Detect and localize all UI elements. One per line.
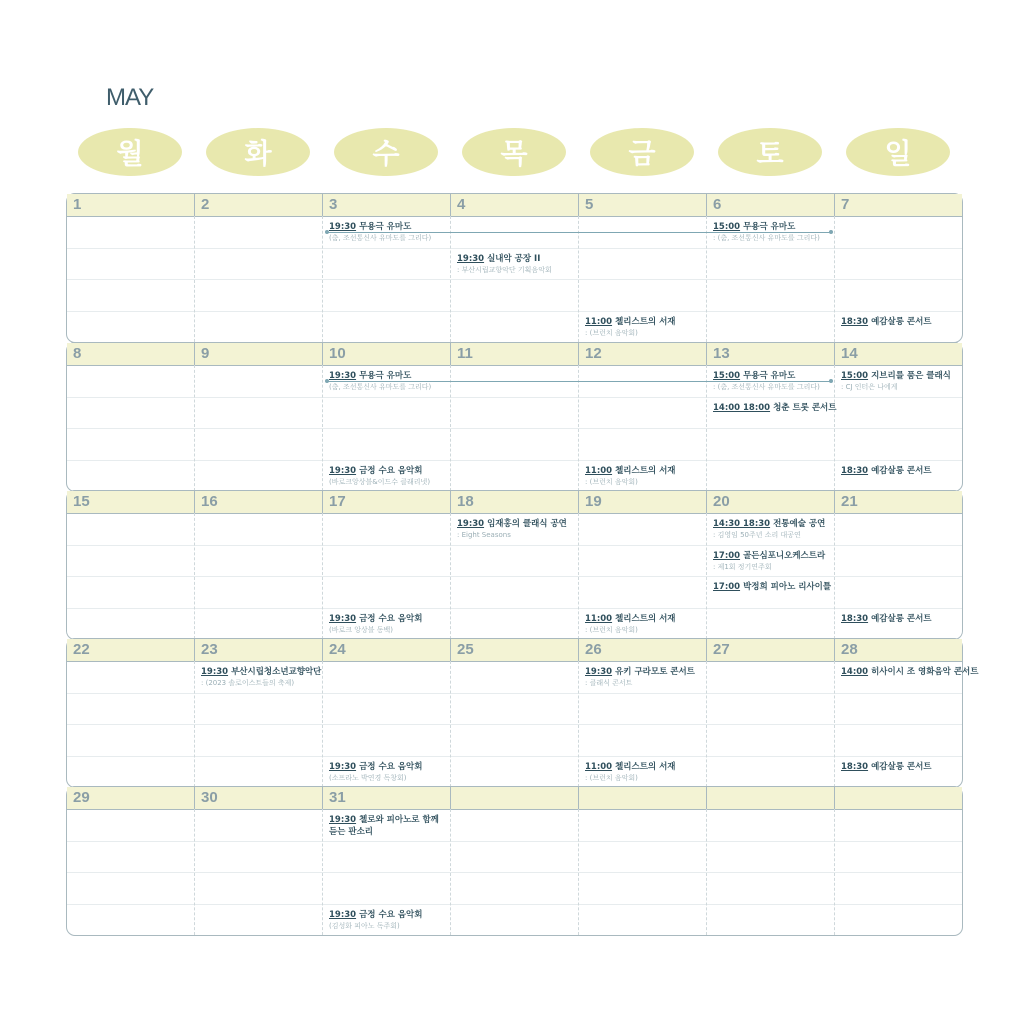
calendar-event[interactable] (713, 581, 831, 593)
event-title: 골든심포니오케스트라 (743, 550, 826, 561)
day-number[interactable]: 9 (201, 345, 210, 362)
event-title: 박정희 피아노 리사이틀 (743, 582, 832, 592)
event-subtitle: : Eight Seasons (457, 531, 511, 539)
event-time: 14:30 18:30 (713, 519, 771, 529)
event-time: 18:30 (841, 761, 869, 772)
calendar-event[interactable] (841, 761, 932, 773)
day-number[interactable]: 3 (329, 196, 338, 213)
calendar-event[interactable] (841, 316, 932, 328)
event-title: 무용극 유마도 (359, 371, 412, 381)
calendar-event[interactable] (841, 465, 932, 477)
weekday-2: 화 (206, 128, 310, 176)
day-number[interactable]: 26 (585, 641, 602, 658)
event-title: 예감살롱 콘서트 (871, 465, 932, 476)
week-row (66, 342, 963, 492)
day-number[interactable]: 6 (713, 196, 722, 213)
event-time: 19:30 (329, 761, 357, 772)
event-time: 18:30 (841, 613, 869, 624)
calendar-event[interactable] (713, 518, 825, 540)
day-number[interactable]: 11 (457, 345, 473, 362)
event-time: 19:30 (329, 371, 357, 381)
day-number[interactable]: 16 (201, 493, 218, 510)
calendar-event[interactable] (713, 402, 836, 414)
event-title: 예감살롱 콘서트 (871, 613, 932, 624)
event-title: 금정 수요 음악회 (359, 761, 423, 772)
event-subtitle: : (2023 솔로이스트들의 축제) (201, 679, 295, 687)
day-number[interactable]: 20 (713, 493, 730, 510)
event-title: 첼리스트의 서재 (615, 761, 676, 772)
week-row (66, 490, 963, 640)
calendar-event[interactable] (329, 909, 422, 931)
event-subtitle: (김성화 피아노 독주회) (329, 921, 400, 930)
event-time: 14:00 (841, 667, 869, 677)
event-time: 19:30 (329, 222, 357, 232)
day-number[interactable]: 28 (841, 641, 858, 658)
event-subtitle: : CJ 인터은 나에게 (841, 383, 898, 391)
event-title: 금정 수요 음악회 (359, 465, 423, 476)
event-title: 무용극 유마도 (743, 371, 796, 381)
event-subtitle: : (브런치 음악회) (585, 625, 638, 634)
event-title: 부산시립청소년교향악단 (231, 667, 322, 677)
weekday-1: 월 (78, 128, 182, 176)
event-time: 19:30 (201, 667, 229, 677)
calendar-event[interactable] (457, 253, 552, 275)
event-subtitle: : 김영임 50주년 소리 대공연 (713, 531, 801, 539)
week-row (66, 638, 979, 788)
event-time: 18:30 (841, 316, 869, 327)
calendar-event[interactable] (585, 465, 676, 487)
day-number[interactable]: 7 (841, 196, 850, 213)
day-number[interactable]: 14 (841, 345, 858, 362)
event-title: 예감살롱 콘서트 (871, 761, 932, 772)
event-subtitle: : (춤, 조선통신사 유마도를 그리다) (713, 234, 820, 242)
event-time: 19:30 (329, 815, 357, 825)
day-number[interactable]: 12 (585, 345, 602, 362)
event-subtitle: (바로크앙상블&이드수 클래리넷) (329, 477, 431, 486)
week-row (66, 193, 963, 343)
event-title: 전통예술 공연 (773, 519, 826, 529)
event-title: 실내악 공장 II (487, 253, 541, 264)
day-number[interactable]: 18 (457, 493, 474, 510)
event-title: 금정 수요 음악회 (359, 909, 423, 920)
event-title: 무용극 유마도 (359, 222, 412, 232)
event-title: 금정 수요 음악회 (359, 613, 423, 624)
event-time: 18:30 (841, 465, 869, 476)
event-subtitle: : (브런치 음악회) (585, 477, 638, 486)
weekday-5: 금 (590, 128, 694, 176)
day-number[interactable]: 21 (841, 493, 858, 510)
calendar-event[interactable] (585, 613, 676, 635)
day-number[interactable]: 2 (201, 196, 210, 213)
calendar-event[interactable] (201, 666, 321, 688)
day-number[interactable]: 25 (457, 641, 474, 658)
event-title: 유키 구라모토 콘서트 (615, 667, 695, 677)
calendar-event[interactable] (841, 666, 978, 678)
day-number[interactable]: 5 (585, 196, 594, 213)
calendar-event[interactable] (585, 666, 695, 688)
day-number[interactable]: 4 (457, 196, 466, 213)
calendar-event[interactable] (585, 316, 676, 338)
day-number[interactable]: 29 (73, 789, 90, 806)
event-subtitle: (바로크 앙상블 동백) (329, 625, 394, 634)
event-title: 첼로와 피아노로 함께 듣는 판소리 (329, 815, 439, 837)
month-title: MAY (106, 84, 154, 111)
event-subtitle: (소프라노 박연경 독창회) (329, 773, 407, 782)
day-number[interactable]: 30 (201, 789, 218, 806)
day-number[interactable]: 8 (73, 345, 82, 362)
weekday-7: 일 (846, 128, 950, 176)
event-subtitle: : 클래식 콘서트 (585, 679, 633, 687)
event-time: 14:00 18:00 (713, 402, 771, 413)
event-time: 15:00 (713, 222, 741, 232)
event-time: 11:00 (585, 316, 613, 327)
event-time: 19:30 (329, 909, 357, 920)
calendar-event[interactable] (329, 814, 449, 838)
day-number[interactable]: 19 (585, 493, 602, 510)
event-title: 청춘 트롯 콘서트 (773, 402, 837, 413)
event-time: 19:30 (457, 519, 485, 529)
day-number[interactable]: 31 (329, 789, 346, 806)
event-title: 예감살롱 콘서트 (871, 316, 932, 327)
span-endpoint-dot (829, 230, 833, 234)
event-time: 19:30 (329, 465, 357, 476)
day-number[interactable]: 23 (201, 641, 218, 658)
calendar-event[interactable] (713, 221, 820, 243)
event-time: 11:00 (585, 465, 613, 476)
calendar-event[interactable] (329, 221, 431, 243)
day-number[interactable]: 15 (73, 493, 90, 510)
span-endpoint-dot (829, 379, 833, 383)
event-subtitle: (춤, 조선통신사 유마도를 그리다) (329, 234, 432, 242)
event-title: 지브리를 품은 클래식 (871, 371, 951, 381)
event-time: 17:00 (713, 550, 741, 561)
calendar-event[interactable] (713, 550, 825, 572)
calendar-event[interactable] (841, 370, 951, 392)
day-number[interactable]: 24 (329, 641, 346, 658)
event-subtitle: : (춤, 조선통신사 유마도를 그리다) (713, 383, 820, 391)
event-title: 히사이시 조 영화음악 콘서트 (871, 667, 979, 677)
calendar-event[interactable] (457, 518, 567, 540)
calendar-event[interactable] (329, 761, 422, 783)
weekday-6: 토 (718, 128, 822, 176)
day-number[interactable]: 10 (329, 345, 346, 362)
event-time: 19:30 (329, 613, 357, 624)
event-title: 첼리스트의 서재 (615, 465, 676, 476)
event-time: 19:30 (585, 667, 613, 677)
calendar-event[interactable] (329, 465, 430, 487)
event-subtitle: (춤, 조선통신사 유마도를 그리다) (329, 383, 432, 391)
weekday-4: 목 (462, 128, 566, 176)
event-title: 첼리스트의 서재 (615, 316, 676, 327)
event-time: 15:00 (713, 371, 741, 381)
event-subtitle: : 부산시립교향악단 기획음악회 (457, 265, 552, 274)
event-title: 무용극 유마도 (743, 222, 796, 232)
day-number[interactable]: 13 (713, 345, 730, 362)
week-row (66, 786, 963, 936)
calendar-event[interactable] (585, 761, 676, 783)
event-title: 첼리스트의 서재 (615, 613, 676, 624)
day-number[interactable]: 1 (73, 196, 82, 213)
day-number[interactable]: 27 (713, 641, 730, 658)
day-number[interactable]: 22 (73, 641, 90, 658)
event-subtitle: : 제1회 정기연주회 (713, 562, 772, 571)
event-subtitle: : (브런치 음악회) (585, 773, 638, 782)
event-time: 15:00 (841, 371, 869, 381)
calendar-event[interactable] (713, 370, 820, 392)
day-number[interactable]: 17 (329, 493, 346, 510)
event-time: 11:00 (585, 761, 613, 772)
event-time: 19:30 (457, 253, 485, 264)
event-title: 임재홍의 클래식 공연 (487, 519, 567, 529)
weekday-3: 수 (334, 128, 438, 176)
event-subtitle: : (브런치 음악회) (585, 328, 638, 337)
calendar-event[interactable] (841, 613, 932, 625)
calendar-event[interactable] (329, 370, 431, 392)
event-time: 17:00 (713, 582, 741, 592)
event-time: 11:00 (585, 613, 613, 624)
calendar-event[interactable] (329, 613, 422, 635)
